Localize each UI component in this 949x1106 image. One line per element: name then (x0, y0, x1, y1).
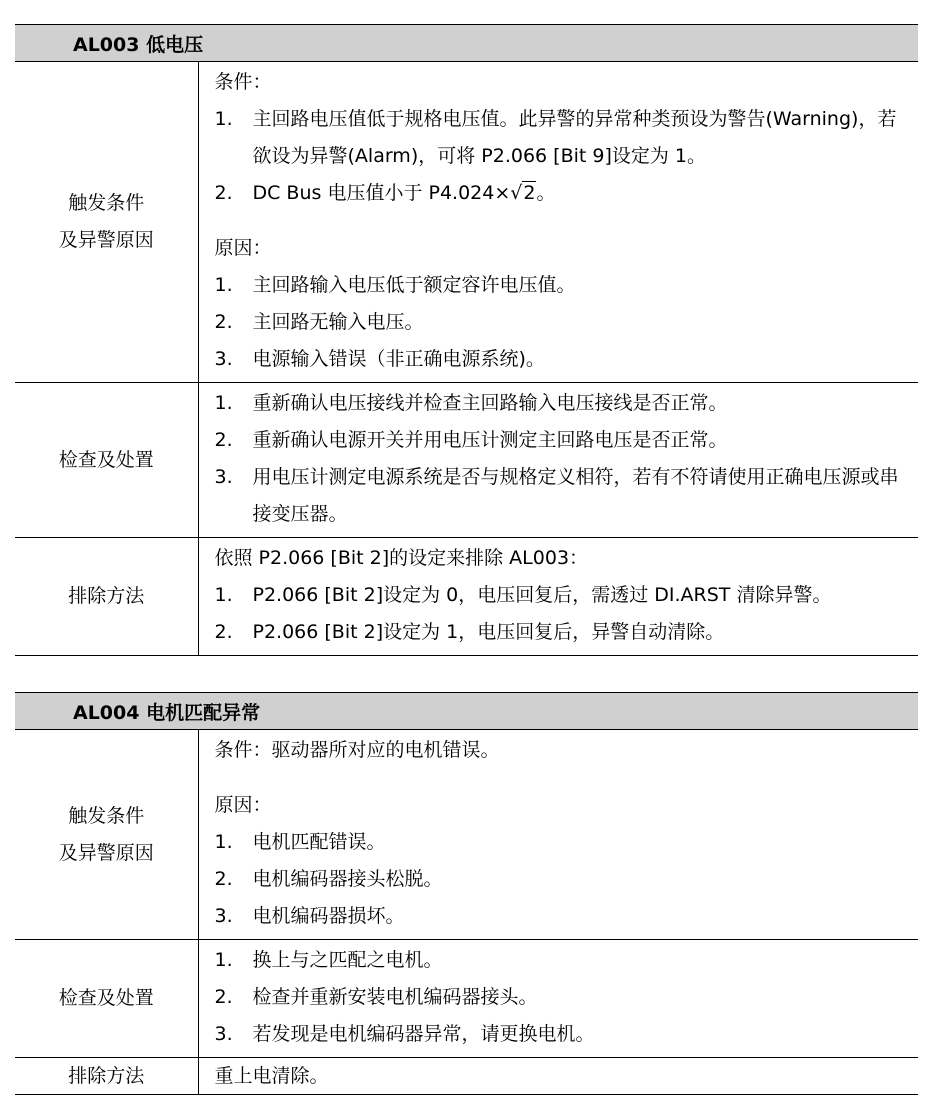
al003-trigger-content (198, 62, 918, 383)
al003-check-item: 1. 重新确认电压接线并检查主回路输入电压接线是否正常。 (214, 392, 728, 414)
al004-condition-line: 条件：驱动器所对应的电机错误。 (214, 739, 500, 761)
al003-clear-intro: 依照 P2.066 [Bit 2]的设定来排除 AL003： (214, 547, 589, 569)
al003-check-item: 3. 用电压计测定电源系统是否与规格定义相符，若有不符请使用正确电压源或串接变压器。 (214, 466, 899, 525)
al004-cause-item: 2. 电机编码器接头松脱。 (214, 868, 443, 890)
al003-clear-label: 排除方法 (15, 538, 198, 656)
al003-trigger-label-line1: 触发条件 (68, 192, 145, 214)
al003-trigger-label (15, 62, 198, 383)
al004-check-label: 检查及处置 (15, 940, 198, 1058)
al004-cause-item: 3. 电机编码器损坏。 (214, 905, 405, 927)
square-root-symbol: √2 (510, 182, 536, 204)
al003-title: AL003 低电压 (15, 25, 918, 62)
al004-check-row (15, 940, 918, 1058)
al004-table (15, 692, 918, 1095)
al004-trigger-label-line2: 及异警原因 (58, 841, 154, 864)
al004-cause-heading: 原因： (214, 794, 272, 816)
al003-cause-item: 2. 主回路无输入电压。 (214, 311, 424, 333)
al004-clear-label: 排除方法 (15, 1058, 198, 1095)
al003-table (15, 24, 918, 656)
al003-cause-item: 1. 主回路输入电压低于额定容许电压值。 (214, 274, 576, 296)
al004-check-content (198, 940, 918, 1058)
al003-cause-heading: 原因： (214, 237, 272, 259)
al003-clear-item: 1. P2.066 [Bit 2]设定为 0，电压回复后，需透过 DI.ARST 清除异警。 (214, 584, 832, 606)
al004-check-item: 2. 检查并重新安装电机编码器接头。 (214, 986, 538, 1008)
al003-condition-item: 2. DC Bus 电压值小于 P4.024×√2。 (214, 182, 556, 204)
al003-condition-heading: 条件： (214, 71, 272, 93)
al004-check-item: 1. 换上与之匹配之电机。 (214, 949, 443, 971)
al004-trigger-row (15, 730, 918, 940)
al003-check-content (198, 383, 918, 538)
al004-clear-content: 重上电清除。 (198, 1058, 918, 1095)
al003-clear-item: 2. P2.066 [Bit 2]设定为 1，电压回复后，异警自动清除。 (214, 621, 725, 643)
al004-title: AL004 电机匹配异常 (15, 693, 918, 730)
al004-clear-row (15, 1058, 918, 1095)
al004-trigger-content (198, 730, 918, 940)
al004-cause-item: 1. 电机匹配错误。 (214, 831, 386, 853)
al003-clear-row (15, 538, 918, 656)
al003-condition-item: 1. 主回路电压值低于规格电压值。此异警的异常种类预设为警告(Warning)，若欲设为异警(Alarm)，可将 P2.066 [Bit 9]设定为 1。 (214, 108, 897, 167)
al003-trigger-label-line2: 及异警原因 (58, 229, 154, 251)
al003-check-row (15, 383, 918, 538)
al003-check-item: 2. 重新确认电源开关并用电压计测定主回路电压是否正常。 (214, 429, 728, 451)
al003-check-label: 检查及处置 (15, 383, 198, 538)
al004-trigger-label-line1: 触发条件 (68, 804, 145, 827)
al004-trigger-label (15, 730, 198, 940)
al003-trigger-row (15, 62, 918, 383)
al004-check-item: 3. 若发现是电机编码器异常，请更换电机。 (214, 1023, 595, 1045)
al003-clear-content (198, 538, 918, 656)
al003-cause-item: 3. 电源输入错误（非正确电源系统)。 (214, 348, 545, 370)
